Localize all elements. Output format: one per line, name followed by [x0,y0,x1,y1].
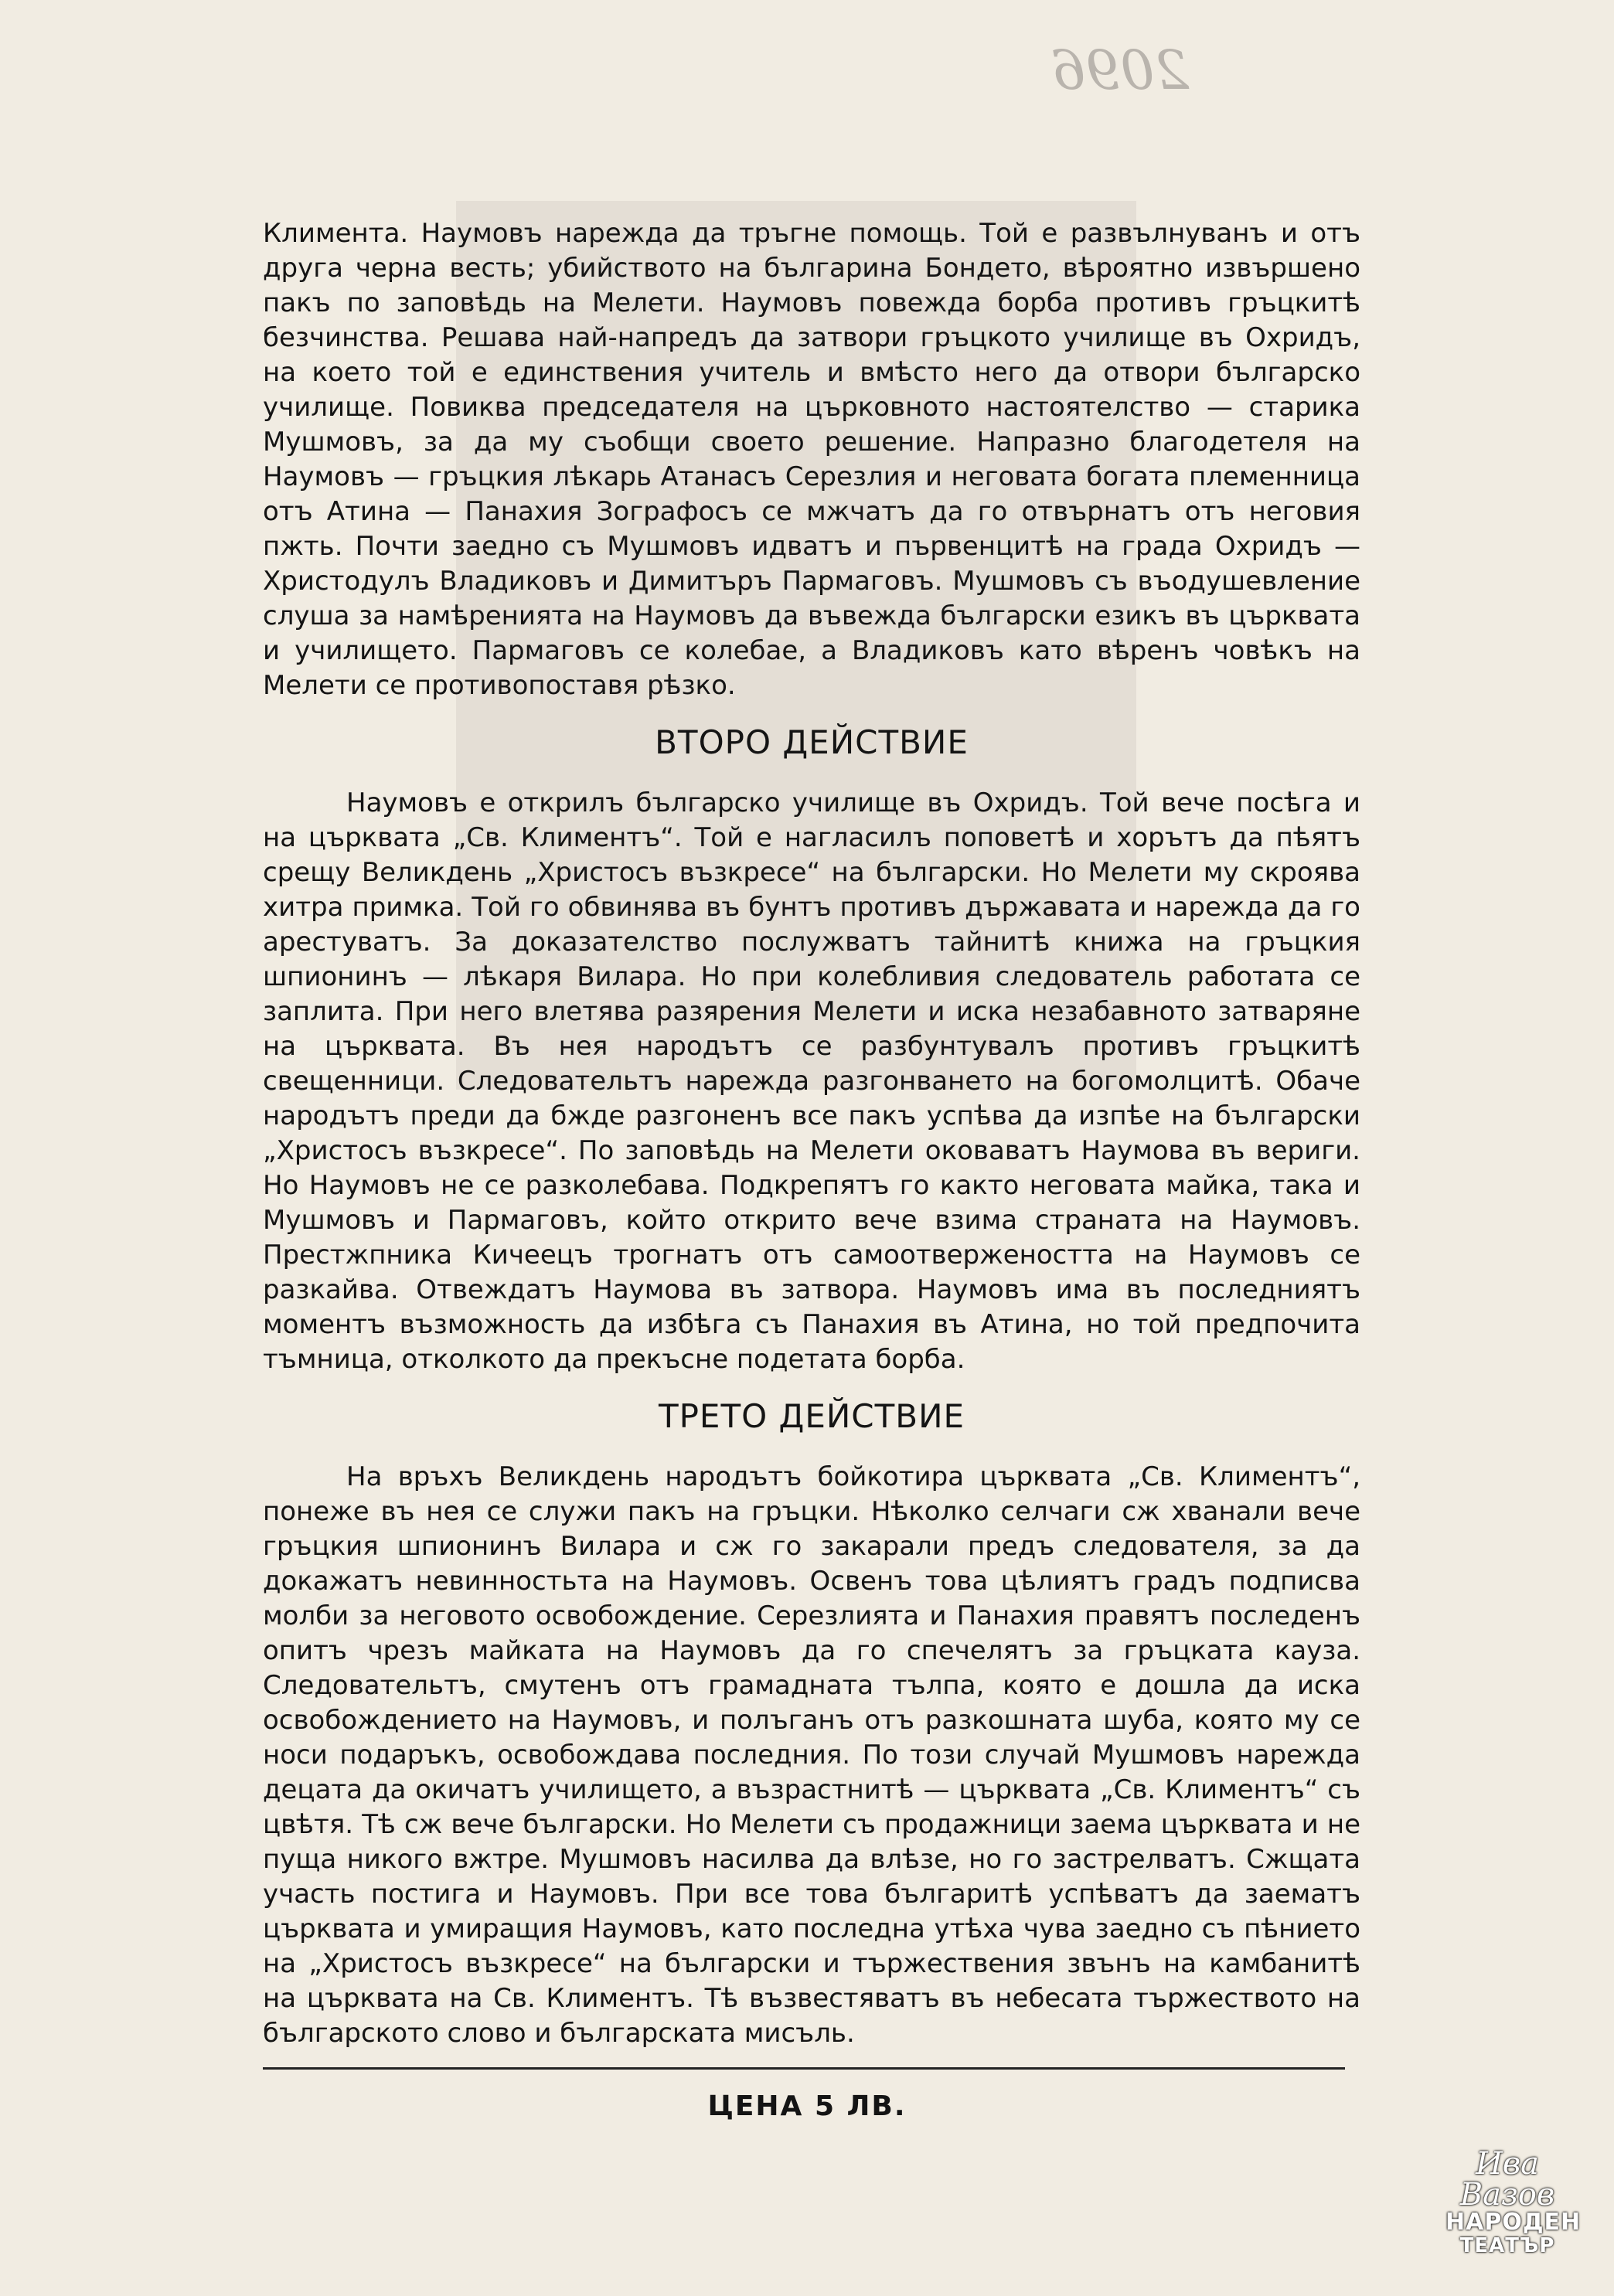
act1-continuation: Климента. Наумовъ нарежда да тръгне помощь. Той е развълнуванъ и отъ друга черна весть; убийството на българина Бондето, вѣроятно извършено пакъ по заповѣдь на Мелети. Наумовъ повежда борба противъ гръцкитѣ безчинства. Решава най-напредъ да затвори гръцкото училище въ Охридъ, на което той е единствения учитель и вмѣсто него да отвори българско училище. Повиква председателя на църковното настоятелство — старика Мушмовъ, за да му съобщи своето решение. Напразно благодетеля на Наумовъ — гръцкия лѣкарь Атанасъ Серезлия и неговата богата племенница отъ Атина — Панахия Зографосъ се мжчатъ да го отвърнатъ отъ неговия пжть. Почти заедно съ Мушмовъ идватъ и първенцитѣ на града Охридъ — Христодулъ Владиковъ и Димитъръ Пармаговъ. Мушмовъ съ въодушевление слуша за намѣренията на Наумовъ да въвежда български езикъ въ църквата и училището. Пармаговъ се колебае, а Владиковъ като вѣренъ човѣкъ на Мелети се противопоставя рѣзко. [263,218,1360,701]
national-theatre-logo [1445,2146,1582,2257]
act3-title: ТРЕТО ДЕЙСТВИЕ [658,1397,965,1435]
act2-text: Наумовъ е открилъ българско училище въ Охридъ. Той вече посѣга и на църквата „Св. Климентъ“. Той е нагласилъ поповетѣ и хорътъ да пѣятъ срещу Великдень „Христосъ възкресе“ на български. Но Мелети му скроява хитра примка. Той го обвинява въ бунтъ противъ държавата и нарежда да го арестуватъ. За доказателство послужватъ тайнитѣ книжа на гръцкия шпионинъ — лѣкаря Вилара. Но при колебливия следователь работата се заплита. При него влетява разярения Мелети и иска незабавното затваряне на църквата. Въ нея народътъ се разбунтувалъ противъ гръцкитѣ свещенници. Следовательтъ нарежда разгонването на богомолцитѣ. Обаче народътъ преди да бжде разгоненъ все пакъ успѣва да изпѣе на български „Христосъ възкресе“. По заповѣдь на Мелети оковаватъ Наумова въ вериги. Но Наумовъ не се разколебава. Подкрепятъ го както неговата майка, така и Мушмовъ и Пармаговъ, който открито вече взима страната на Наумовъ. Престжпника Кичеецъ трогнатъ отъ самоотвержеността на Наумовъ се разкайва. Отвеждатъ Наумова въ затвора. Наумовъ има въ последниятъ моментъ възможность да избѣга съ Панахия въ Атина, но той предпочита тъмница, отколкото да прекъсне подетата борба. [263,787,1360,1375]
logo-signature: Ива Вазов [1459,2146,1555,2213]
price-label: ЦЕНА 5 ЛВ. [707,2090,907,2122]
act2-title: ВТОРО ДЕЙСТВИЕ [655,723,969,761]
synopsis-text [263,216,1360,2051]
footer-divider [263,2067,1345,2070]
logo-line-1: НАРОДЕН [1445,2209,1582,2236]
inventory-stamp: 2096 [1051,39,1190,102]
logo-line-2: ТЕАТЪР [1459,2234,1555,2257]
act3-text: На връхъ Великдень народътъ бойкотира църквата „Св. Климентъ“, понеже въ нея се служи пакъ на гръцки. Нѣколко селчаги сж хванали вече гръцкия шпионинъ Вилара и сж го закарали предъ следователя, за да докажатъ невинностьта на Наумовъ. Освенъ това цѣлиятъ градъ подписва молби за неговото освобождение. Серезлията и Панахия правятъ последенъ опитъ чрезъ майката на Наумовъ да го спечелятъ за гръцката кауза. Следовательтъ, смутенъ отъ грамадната тълпа, която е дошла да иска освобождението на Наумовъ, и полъганъ отъ разкошната шуба, която му се носи подаръкъ, освобождава последния. По този случай Мушмовъ нарежда децата да окичатъ училището, а възрастнитѣ — църквата „Св. Климентъ“ съ цвѣтя. Тѣ сж вече български. Но Мелети съ продажници заема църквата и не пуща никого вжтре. Мушмовъ насилва да влѣзе, но го застрелватъ. Сжщата участь постига и Наумовъ. При все това българитѣ успѣватъ да заематъ църквата и умиращия Наумовъ, като последна утѣха чува заедно съ пѣнието на „Христосъ възкресе“ на български и тържествения звънъ на камбанитѣ на църквата на Св. Климентъ. Тѣ възвестяватъ въ небесата тържеството на българското слово и българската мисъль. [263,1461,1360,2049]
